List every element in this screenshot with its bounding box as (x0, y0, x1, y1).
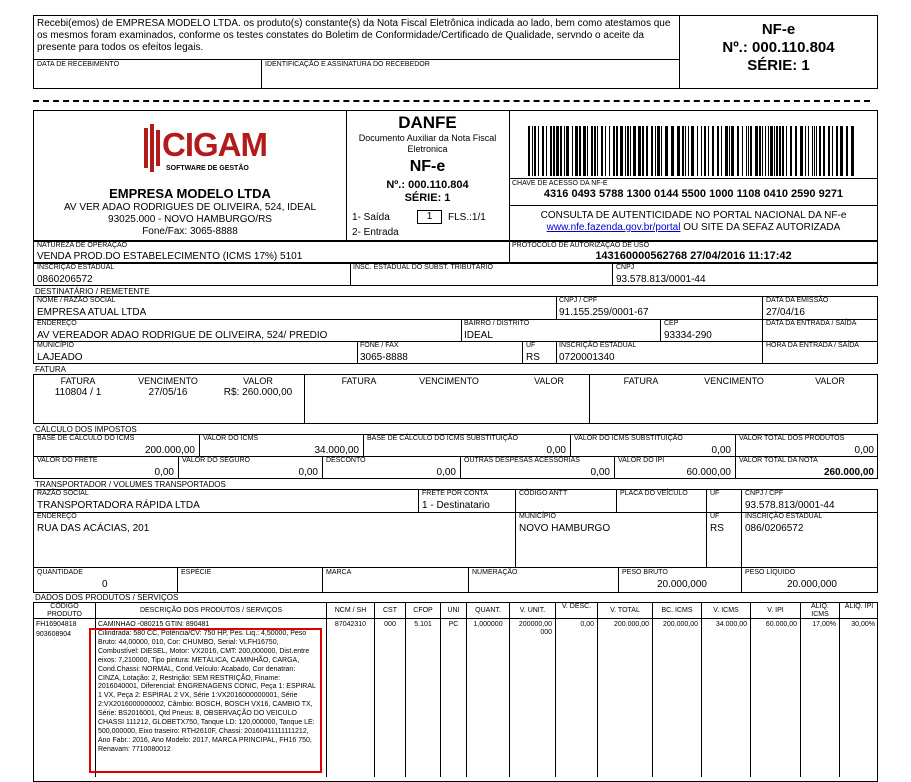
protocolo-autorizacao: 143160000562768 27/04/2016 11:17:42 (595, 250, 792, 262)
fatura-vencimento: 27/05/16 (148, 387, 188, 398)
col-cfop: CFOP (413, 607, 433, 614)
col-vunit: V. UNIT. (519, 607, 546, 614)
section-impostos: CÁLCULO DOS IMPOSTOS (35, 425, 137, 434)
canhoto-nfe-number: Nº.: 000.110.804 (722, 39, 835, 56)
consulta-link[interactable]: www.nfe.fazenda.gov.br/portal (546, 222, 681, 233)
danfe-tipo-box: 1 (417, 210, 442, 224)
col-bcicms: BC. ICMS (661, 607, 693, 614)
item-descricao-title: CAMINHAO -080215 GTIN: 890481 (98, 621, 210, 628)
logo-word: CIGAM (162, 126, 267, 163)
identificacao-label: IDENTIFICAÇÃO E ASSINATURA DO RECEBEDOR (265, 61, 430, 68)
danfe-nfe: NF-e (409, 158, 446, 175)
v-icms-st: 0,00 (711, 445, 731, 456)
chave-value: 4316 0493 5788 1300 0144 5500 1000 1108 0410 2590 9271 (543, 188, 844, 200)
fatura-valor: R$: 260.000,00 (223, 387, 293, 398)
transportador-cnpj: 93.578.813/0001-44 (745, 500, 835, 511)
col-descricao: DESCRIÇÃO DOS PRODUTOS / SERVIÇOS (139, 607, 283, 614)
destinatario-endereco: AV VEREADOR ADAO RODRIGUE DE OLIVEIRA, 524/ PREDIO (37, 330, 328, 341)
fatura-numero: 110804 / 1 (54, 387, 102, 398)
v-frete: 0,00 (154, 467, 174, 478)
item-ncm: 87042310 (334, 621, 367, 628)
canhoto-nfe-serie: SÉRIE: 1 (747, 57, 810, 74)
item-vicms: 34.000,00 (715, 621, 747, 628)
destinatario-cep: 93334-290 (664, 330, 712, 341)
consulta-text: CONSULTA DE AUTENTICIDADE NO PORTAL NACIONAL DA NF-e www.nfe.fazenda.gov.br/portal OU SITE DA SEFAZ AUTORIZADA (540, 210, 847, 233)
v-desconto: 0,00 (436, 467, 456, 478)
barcode (528, 126, 858, 176)
data-emissao: 27/04/16 (766, 307, 805, 318)
chave-label: CHAVE DE ACESSO DA NF-E (512, 180, 608, 187)
canhoto-nfe-title: NF-e (761, 21, 796, 38)
emitente-endereco: AV VER ADAO RODRIGUES DE OLIVEIRA, 524, IDEAL (63, 202, 317, 213)
col-vdesc: V. DESC. (561, 603, 592, 610)
v-seguro: 0,00 (298, 467, 318, 478)
danfe-entrada: 2- Entrada (352, 227, 399, 238)
transportador-razao: TRANSPORTADORA RÁPIDA LTDA (37, 500, 200, 511)
col-quant: QUANT. (475, 607, 501, 614)
volume-quantidade: 0 (102, 579, 108, 590)
section-produtos: DADOS DOS PRODUTOS / SERVIÇOS (35, 593, 179, 602)
destinatario-nome: EMPRESA ATUAL LTDA (37, 307, 147, 318)
fatura-headers: FATURA VENCIMENTO VALOR FATURA VENCIMENTO VALOR FATURA VENCIMENTO VALOR (60, 376, 845, 386)
peso-bruto: 20.000,000 (656, 579, 707, 590)
peso-liquido: 20.000,000 (786, 579, 837, 590)
logo-sub: SOFTWARE DE GESTÃO (166, 165, 249, 172)
item-aliqicms: 17,00% (812, 621, 836, 628)
item-cst: 000 (384, 621, 396, 628)
danfe-numero: Nº.: 000.110.804 (386, 179, 469, 191)
item-vipi: 60.000,00 (765, 621, 797, 628)
emitente-nome: EMPRESA MODELO LTDA (109, 186, 271, 201)
section-destinatario: DESTINATÁRIO / REMETENTE (35, 287, 150, 296)
col-aliqipi: ALIQ. IPI (844, 603, 874, 610)
emitente-cep: 93025.000 - NOVO HAMBURGO/RS (108, 214, 272, 225)
item-vtotal: 200.000,00 (613, 621, 649, 628)
destinatario-uf: RS (526, 352, 540, 363)
destinatario-ie: 0720001340 (559, 352, 615, 363)
danfe-subtitle: Documento Auxiliar da Nota Fiscal Eletronica (358, 133, 497, 154)
v-outras: 0,00 (590, 467, 610, 478)
transportador-frete: 1 - Destinatario (422, 500, 490, 511)
col-cst: CST (383, 607, 397, 614)
transportador-uf: RS (710, 523, 724, 534)
col-vicms: V. ICMS (713, 607, 739, 614)
bc-icms: 200.000,00 (144, 445, 195, 456)
item-vdesc: 0,00 (580, 621, 594, 628)
description-highlight (89, 628, 322, 773)
item-bcicms: 200.000,00 (662, 621, 698, 628)
col-ncm: NCM / SH (334, 607, 367, 614)
danfe-title: DANFE (398, 113, 457, 132)
danfe-serie: SÉRIE: 1 (404, 192, 451, 204)
cut-line (33, 100, 870, 102)
item-descricao: Cilindrada: 580 CC, Potência/CV: 750 HP, Pes. Liq.: 4,50000, Peso Bruto: 44,00000, 010, Cor: CHUMBO, Serial: VLFH16750, Combustível: DIESEL, Motor: VX2016, CMT: 200,000000, Dist.entre eixos: 7,210000, Tipo pintura: METÁLICA, CAMINHÃO, CARGA, Cond.Chassi: NORMAL, Cond.Veículo: Acabado, Cor denatran: CINZA, Lotação: 2, Restrição: SEM RESTRIÇÃO, Finame: 2016040001, Diferencial: ENGRENAGENS CONIC, Peça 1: ESPIRAL 1 VX, Peça 2: ESPIRAL 2 VX, Série 1:VX2016000000001, Série 2:VX2016000000002, Câmbio: BOSCH, BOSCH VX16, CAMBIO TX, Série: BS2016001, Qtd Pneus: 8, OBSERVAÇÃO DO VEICULO CHASSI 111212, GLOBETX750, Tanque LD: 120,000000, Tanque LE: 500,000000, Eixo traseiro: RTH2610F, Chassi: 20160411111111212, Ano Fabr.: 2016, Ano Modelo: 2017, MARCA PRINCIPAL, FH16 750, Renavam: 7710080012 (98, 630, 316, 753)
danfe-saida: 1- Saída (352, 212, 390, 223)
col-aliqicms: ALIQ. ICMS (811, 603, 829, 618)
item-cfop: 5.101 (414, 621, 432, 628)
section-fatura: FATURA (35, 365, 66, 374)
v-ipi: 60.000,00 (686, 467, 731, 478)
item-vunit: 200000,00 000 (518, 621, 552, 636)
company-logo (140, 124, 270, 180)
v-total-nota: 260.000,00 (823, 467, 874, 478)
transportador-ie: 086/0206572 (745, 523, 804, 534)
col-codigo: CÓDIGO PRODUTO (47, 603, 82, 618)
col-uni: UNI (447, 607, 460, 614)
v-icms: 34.000,00 (314, 445, 359, 456)
col-vtotal: V. TOTAL (610, 607, 640, 614)
item-quant: 1,000000 (473, 621, 503, 628)
destinatario-bairro: IDEAL (464, 330, 493, 341)
emitente-cnpj: 93.578.813/0001-44 (616, 274, 706, 285)
natureza-operacao: VENDA PROD.DO ESTABELECIMENTO (ICMS 17%) 5101 (37, 251, 303, 262)
destinatario-fone: 3065-8888 (360, 352, 408, 363)
destinatario-municipio: LAJEADO (37, 352, 83, 363)
destinatario-cnpj: 91.155.259/0001-67 (559, 307, 649, 318)
item-uni: PC (448, 621, 459, 628)
transportador-municipio: NOVO HAMBURGO (519, 523, 611, 534)
bc-icms-st: 0,00 (546, 445, 566, 456)
item-codigo: FH16904818 903608904 (36, 621, 77, 638)
canhoto-text: Recebi(emos) de EMPRESA MODELO LTDA. os produto(s) constante(s) da Nota Fiscal Eletrônica indicada ao lado, bem como atestamos que os mesmos foram examinados, conforme os testes constates do Boletim de Conformidade/Certificado de Qualidade, servndo o aceite da presente para todos os efeitos legais. (37, 18, 671, 53)
section-transportador: TRANSPORTADOR / VOLUMES TRANSPORTADOS (35, 480, 226, 489)
v-produtos: 0,00 (854, 445, 874, 456)
data-recebimento-label: DATA DE RECEBIMENTO (37, 61, 120, 68)
emitente-fone: Fone/Fax: 3065-8888 (142, 226, 238, 237)
inscricao-estadual: 0860206572 (37, 274, 93, 285)
item-aliqipi: 30,00% (851, 621, 875, 628)
danfe-fls: FLS.:1/1 (448, 212, 486, 223)
col-vipi: V. IPI (767, 607, 784, 614)
transportador-endereco: RUA DAS ACÁCIAS, 201 (37, 523, 150, 534)
